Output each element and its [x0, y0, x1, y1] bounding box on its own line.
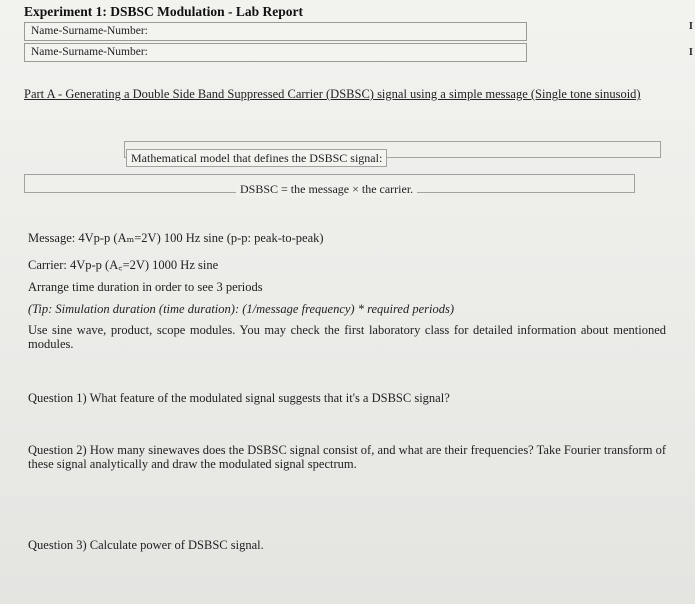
name-field-1-label: Name-Surname-Number:: [31, 25, 148, 37]
equation-text: DSBSC = the message × the carrier.: [236, 182, 417, 197]
name-field-2-label: Name-Surname-Number:: [31, 46, 148, 58]
modules-instruction: Use sine wave, product, scope modules. You may check the first laboratory class for detailed information about mentioned modules.: [28, 323, 666, 351]
model-label: Mathematical model that defines the DSBSC signal:: [126, 149, 387, 167]
edge-mark-top: I: [688, 20, 693, 32]
question-3: Question 3) Calculate power of DSBSC signal.: [28, 538, 264, 552]
name-field-1[interactable]: [24, 22, 527, 41]
name-field-2[interactable]: [24, 43, 527, 62]
tip-text: (Tip: Simulation duration (time duration): (1/message frequency) * required periods): [28, 302, 454, 316]
carrier-spec: Carrier: 4Vp-p (A꜀=2V) 1000 Hz sine: [28, 258, 219, 272]
report-title: Experiment 1: DSBSC Modulation - Lab Report: [24, 4, 304, 19]
edge-mark-bottom: I: [688, 46, 693, 58]
part-a-heading: Part A - Generating a Double Side Band Suppressed Carrier (DSBSC) signal using a simple message (Single tone sinusoid): [24, 87, 641, 101]
question-1: Question 1) What feature of the modulated signal suggests that it's a DSBSC signal?: [28, 391, 450, 405]
arrange-instruction: Arrange time duration in order to see 3 periods: [28, 280, 263, 294]
message-spec: Message: 4Vp-p (Aₘ=2V) 100 Hz sine (p-p: peak-to-peak): [28, 231, 324, 245]
question-2: Question 2) How many sinewaves does the DSBSC signal consist of, and what are their frequencies? Take Fourier transform of these signal analytically and draw the modulated signal spectrum.: [28, 443, 666, 471]
